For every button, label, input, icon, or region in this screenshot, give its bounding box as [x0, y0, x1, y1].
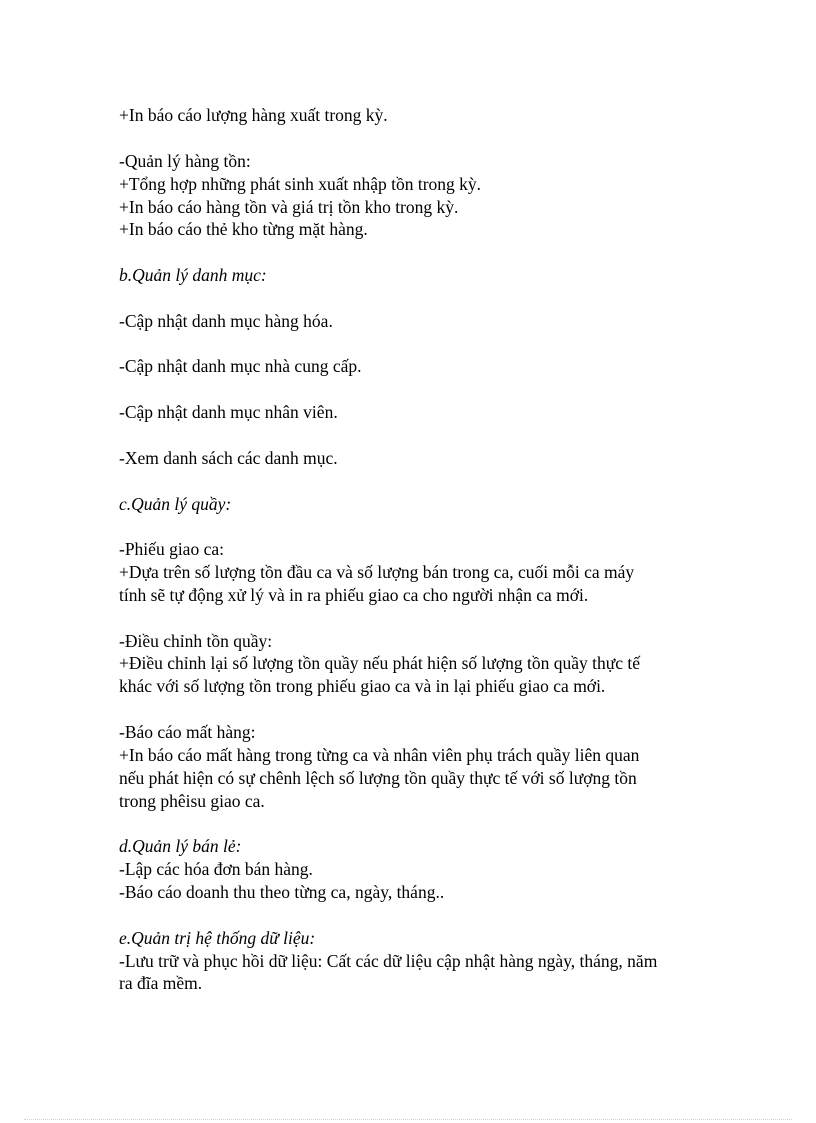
text-line: -Xem danh sách các danh mục.	[119, 448, 338, 468]
page-bottom-divider	[24, 1119, 792, 1120]
text-line: trong phêisu giao ca.	[119, 791, 265, 811]
text-line: -Quản lý hàng tồn:	[119, 151, 251, 171]
text-line: khác với số lượng tồn trong phiếu giao ca và in lại phiếu giao ca mới.	[119, 676, 606, 696]
text-line: +In báo cáo thẻ kho từng mặt hàng.	[119, 219, 368, 239]
text-line: -Lập các hóa đơn bán hàng.	[119, 859, 313, 879]
text-line: ra đĩa mềm.	[119, 973, 203, 993]
section-heading: c.Quản lý quầy:	[119, 494, 232, 514]
text-line: +In báo cáo mất hàng trong từng ca và nhân viên phụ trách quầy liên quan	[119, 745, 640, 765]
section-heading: d.Quản lý bán lẻ:	[119, 836, 242, 856]
text-line: +In báo cáo lượng hàng xuất trong kỳ.	[119, 105, 388, 125]
text-line: tính sẽ tự động xử lý và in ra phiếu giao ca cho người nhận ca mới.	[119, 585, 589, 605]
section-heading: b.Quản lý danh mục:	[119, 265, 267, 285]
text-line: -Cập nhật danh mục nhà cung cấp.	[119, 356, 362, 376]
text-line: +Tổng hợp những phát sinh xuất nhập tồn trong kỳ.	[119, 174, 482, 194]
text-line: -Phiếu giao ca:	[119, 539, 224, 559]
text-line: -Báo cáo doanh thu theo từng ca, ngày, tháng..	[119, 882, 445, 902]
text-line: -Lưu trữ và phục hồi dữ liệu: Cất các dữ liệu cập nhật hàng ngày, tháng, năm	[119, 951, 658, 971]
text-line: +Điều chỉnh lại số lượng tồn quầy nếu phát hiện số lượng tồn quầy thực tế	[119, 653, 640, 673]
text-line: -Điều chỉnh tồn quầy:	[119, 631, 273, 651]
text-line: -Cập nhật danh mục hàng hóa.	[119, 311, 333, 331]
text-line: -Cập nhật danh mục nhân viên.	[119, 402, 338, 422]
text-line: +Dựa trên số lượng tồn đầu ca và số lượng bán trong ca, cuối mỗi ca máy	[119, 562, 635, 582]
text-line: -Báo cáo mất hàng:	[119, 722, 256, 742]
section-heading: e.Quản trị hệ thống dữ liệu:	[119, 928, 316, 948]
text-line: nếu phát hiện có sự chênh lệch số lượng tồn quầy thực tế với số lượng tồn	[119, 768, 637, 788]
text-line: +In báo cáo hàng tồn và giá trị tồn kho trong kỳ.	[119, 197, 459, 217]
